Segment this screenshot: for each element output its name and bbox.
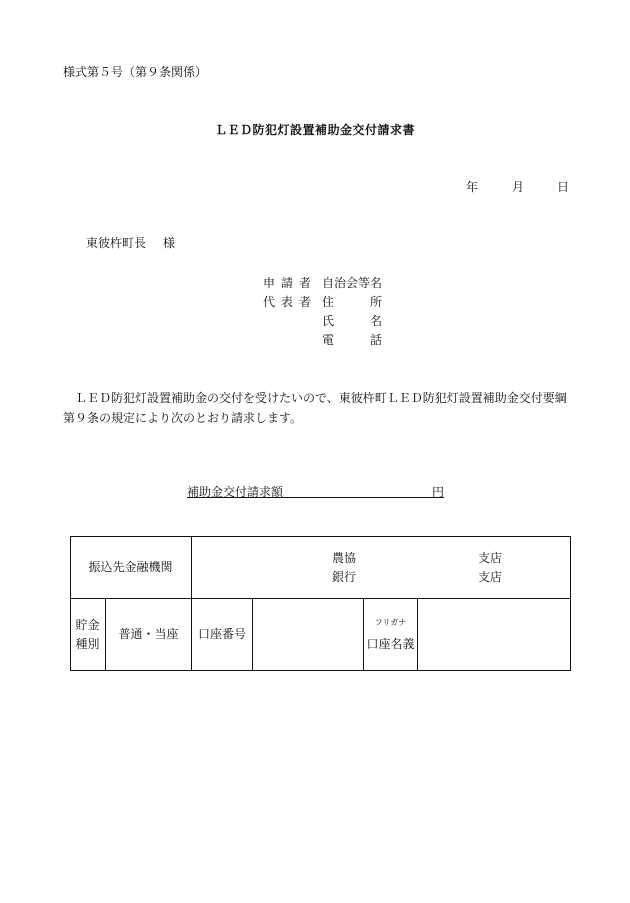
addressee-honorific: 様: [163, 236, 176, 250]
phone-label: 電話: [322, 333, 382, 347]
agri-coop-label: 農協: [332, 551, 357, 565]
bank-name-label: 銀行: [332, 570, 357, 584]
furigana-label: フリガナ: [374, 618, 407, 627]
address-label: 住所: [322, 295, 382, 309]
table-row-divider: [70, 598, 571, 599]
account-number-label: 口座番号: [197, 627, 246, 641]
date-day-label: 日: [557, 180, 570, 194]
table-col-divider: [191, 536, 192, 671]
name-label: 氏名: [322, 314, 382, 328]
amount-label: 補助金交付請求額: [187, 485, 284, 499]
bank-label: 振込先金融機関: [88, 560, 173, 574]
branch-label: 支店: [478, 551, 503, 565]
branch-label: 支店: [478, 570, 503, 584]
amount-row: [187, 483, 444, 498]
table-col-divider: [363, 598, 364, 671]
table-border-right: [570, 536, 571, 671]
account-holder-label: 口座名義: [366, 637, 415, 651]
applicant-label: 申請者: [263, 276, 311, 290]
date-year-label: 年: [466, 180, 479, 194]
association-name-label: 自治会等名: [322, 276, 383, 290]
table-border-top: [70, 536, 571, 537]
date-month-label: 月: [512, 180, 525, 194]
form-number: 様式第５号（第９条関係）: [63, 65, 208, 79]
account-holder-value[interactable]: [418, 614, 570, 654]
amount-unit: 円: [431, 485, 444, 499]
document-title: ＬＥＤ防犯灯設置補助金交付請求書: [214, 123, 415, 137]
request-body-text: ＬＥＤ防犯灯設置補助金の交付を受けたいので、東彼杵町ＬＥＤ防犯灯設置補助金交付要綱第９条の規定により次のとおり請求します。: [63, 391, 567, 425]
deposit-type-label: 種別: [75, 637, 100, 651]
deposit-type-label: 貯金: [75, 618, 100, 632]
addressee-name: 東彼杵町長: [86, 236, 147, 250]
account-number-value[interactable]: [253, 614, 363, 654]
deposit-type-value: 普通・当座: [118, 627, 179, 641]
representative-label: 代表者: [263, 295, 311, 309]
table-border-bottom: [70, 670, 571, 671]
table-border-left: [70, 536, 71, 671]
